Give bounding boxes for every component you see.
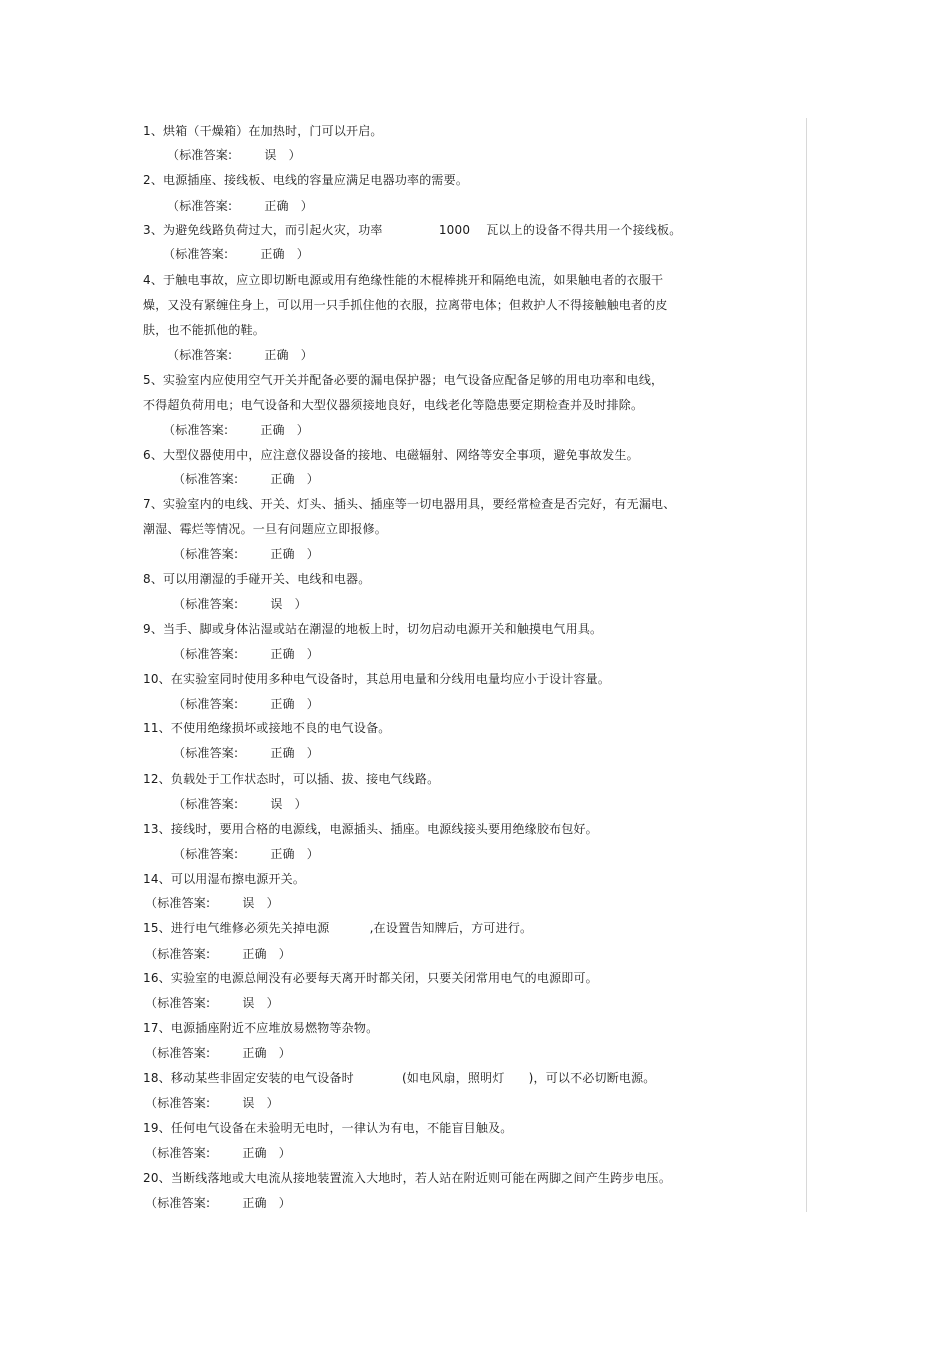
question-14-answer: （标准答案: 误 ）	[145, 896, 279, 910]
question-17-answer: （标准答案: 正确 ）	[145, 1046, 292, 1060]
question-6-answer: （标准答案: 正确 ）	[173, 472, 320, 486]
question-9-line-1: 9、当手、脚或身体沾湿或站在潮湿的地板上时，切勿启动电源开关和触摸电气用具。	[143, 622, 603, 636]
question-4-answer: （标准答案: 正确 ）	[167, 348, 314, 362]
question-20-answer: （标准答案: 正确 ）	[145, 1196, 292, 1210]
question-7-answer: （标准答案: 正确 ）	[173, 547, 320, 561]
question-17-line-1: 17、电源插座附近不应堆放易燃物等杂物。	[143, 1021, 379, 1035]
question-7-line-1: 7、实验室内的电线、开关、灯头、插头、插座等一切电器用具，要经常检查是否完好，有无漏电、	[143, 497, 676, 511]
question-4-line-1: 4、于触电事故，应立即切断电源或用有绝缘性能的木棍棒挑开和隔绝电流，如果触电者的衣服干	[143, 273, 664, 287]
question-11-answer: （标准答案: 正确 ）	[173, 746, 320, 760]
question-12-line-1: 12、负载处于工作状态时，可以插、拔、接电气线路。	[143, 772, 440, 786]
question-19-answer: （标准答案: 正确 ）	[145, 1146, 292, 1160]
question-19-line-1: 19、任何电气设备在未验明无电时，一律认为有电，不能盲目触及。	[143, 1121, 513, 1135]
question-9-answer: （标准答案: 正确 ）	[173, 647, 320, 661]
question-18-answer: （标准答案: 误 ）	[145, 1096, 279, 1110]
right-margin-rule	[806, 118, 807, 1212]
question-6-line-1: 6、大型仪器使用中，应注意仪器设备的接地、电磁辐射、网络等安全事项，避免事故发生。	[143, 448, 639, 462]
question-10-line-1: 10、在实验室同时使用多种电气设备时，其总用电量和分线用电量均应小于设计容量。	[143, 672, 611, 686]
question-8-line-1: 8、可以用潮湿的手碰开关、电线和电器。	[143, 572, 371, 586]
question-14-line-1: 14、可以用湿布擦电源开关。	[143, 872, 306, 886]
question-12-answer: （标准答案: 误 ）	[173, 797, 307, 811]
question-2-answer: （标准答案: 正确 ）	[167, 199, 314, 213]
question-16-line-1: 16、实验室的电源总闸没有必要每天离开时都关闭，只要关闭常用电气的电源即可。	[143, 971, 598, 985]
question-20-line-1: 20、当断线落地或大电流从接地装置流入大地时，若人站在附近则可能在两脚之间产生跨步电压。	[143, 1171, 672, 1185]
question-5-line-2: 不得超负荷用电；电气设备和大型仪器须接地良好，电线老化等隐患要定期检查并及时排除。	[143, 398, 644, 412]
question-1-line-1: 1、烘箱（干燥箱）在加热时，门可以开启。	[143, 124, 383, 138]
question-13-answer: （标准答案: 正确 ）	[173, 847, 320, 861]
question-15-line-1: 15、进行电气维修必须先关掉电源 ,在设置告知牌后，方可进行。	[143, 921, 533, 935]
question-5-answer: （标准答案: 正确 ）	[163, 423, 310, 437]
question-15-answer: （标准答案: 正确 ）	[145, 947, 292, 961]
question-7-line-2: 潮湿、霉烂等情况。一旦有问题应立即报修。	[143, 522, 388, 536]
question-13-line-1: 13、接线时，要用合格的电源线，电源插头、插座。电源线接头要用绝缘胶布包好。	[143, 822, 598, 836]
question-10-answer: （标准答案: 正确 ）	[173, 697, 320, 711]
question-5-line-1: 5、实验室内应使用空气开关并配备必要的漏电保护器；电气设备应配备足够的用电功率和电线，	[143, 373, 664, 387]
question-3-line-1: 3、为避免线路负荷过大，而引起火灾，功率 1000 瓦以上的设备不得共用一个接线板。	[143, 223, 682, 237]
question-2-line-1: 2、电源插座、接线板、电线的容量应满足电器功率的需要。	[143, 173, 469, 187]
question-18-line-1: 18、移动某些非固定安装的电气设备时 (如电风扇，照明灯 )，可以不必切断电源。	[143, 1071, 656, 1085]
question-1-answer: （标准答案: 误 ）	[167, 148, 301, 162]
question-4-line-2: 燥，又没有紧缠住身上，可以用一只手抓住他的衣服，拉离带电体；但救护人不得接触触电者的皮	[143, 298, 668, 312]
question-4-line-3: 肤，也不能抓他的鞋。	[143, 323, 266, 337]
question-16-answer: （标准答案: 误 ）	[145, 996, 279, 1010]
question-8-answer: （标准答案: 误 ）	[173, 597, 307, 611]
question-11-line-1: 11、不使用绝缘损坏或接地不良的电气设备。	[143, 721, 391, 735]
question-3-answer: （标准答案: 正确 ）	[163, 247, 310, 261]
